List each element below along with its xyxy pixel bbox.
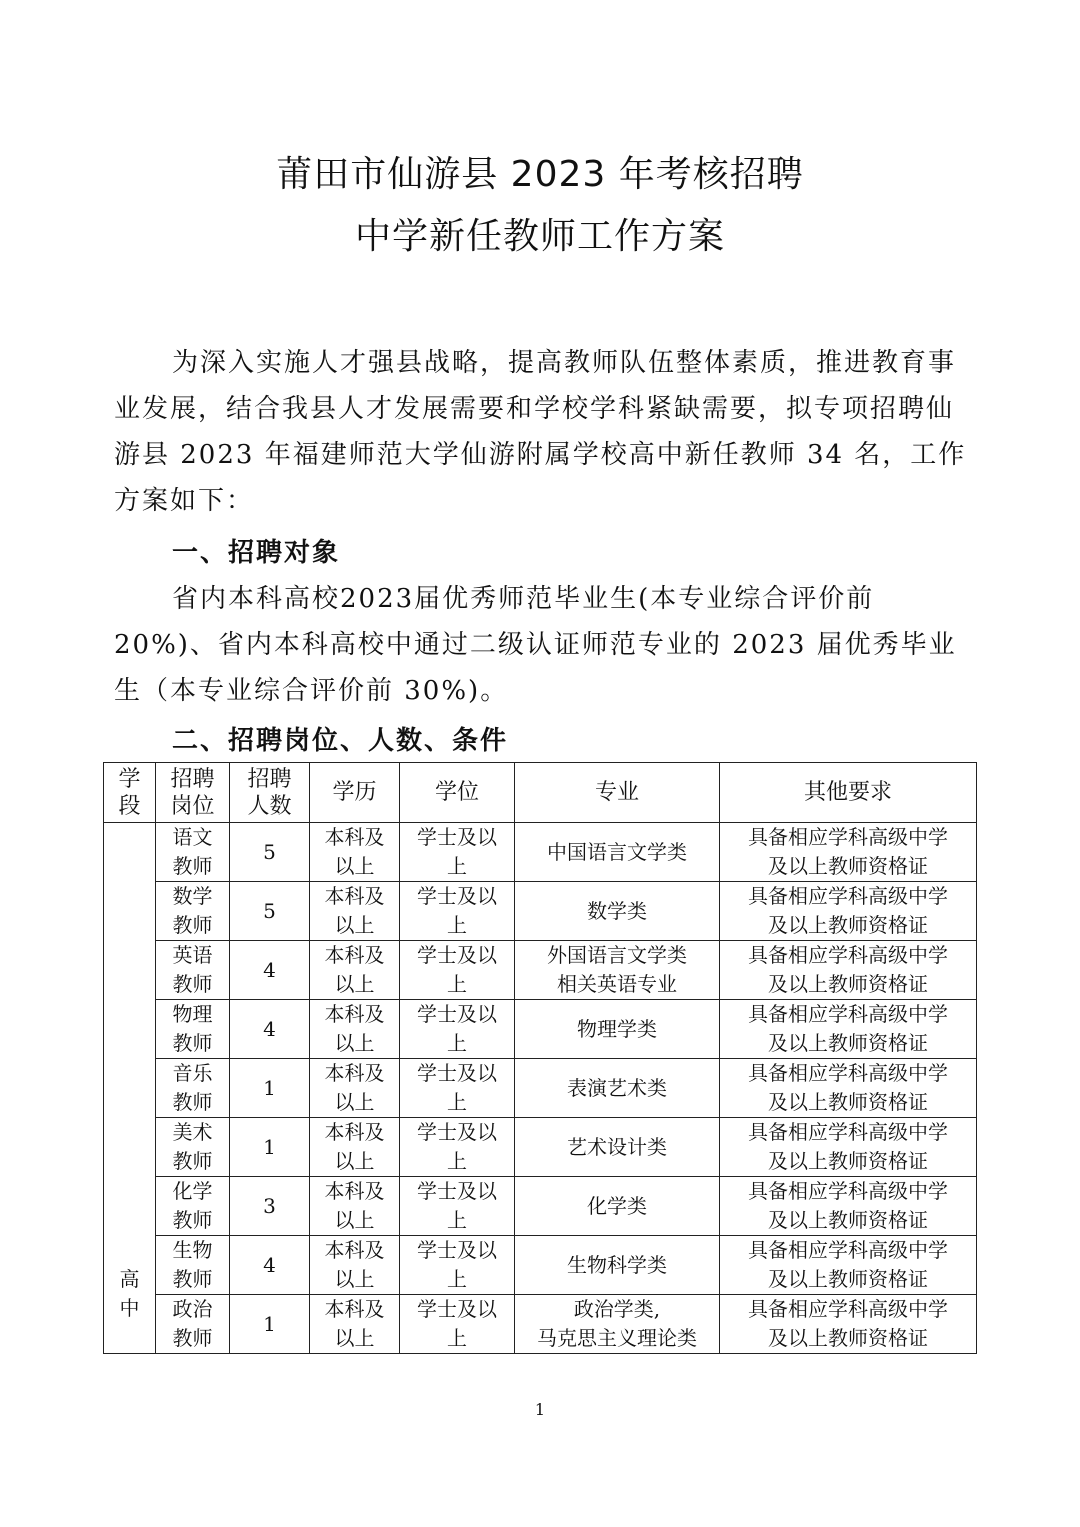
cell-degree: 学士及以 上 <box>400 1000 515 1059</box>
cell-degree: 学士及以 上 <box>400 882 515 941</box>
cell-major: 化学类 <box>515 1177 720 1236</box>
cell-position: 语文 教师 <box>156 823 230 882</box>
cell-major: 物理学类 <box>515 1000 720 1059</box>
table-row <box>104 823 977 882</box>
cell-count: 5 <box>230 882 310 941</box>
cell-position: 美术 教师 <box>156 1118 230 1177</box>
cell-position: 化学 教师 <box>156 1177 230 1236</box>
section-1-heading: 一、招聘对象 <box>172 538 341 568</box>
section-1-text: 省内本科高校2023届优秀师范毕业生(本专业综合评价前20%)、省内本科高校中通过二级认证师范专业的 2023 届优秀毕业生（本专业综合评价前 30%)。 <box>114 584 957 706</box>
table-row <box>104 1059 977 1118</box>
cell-degree: 学士及以 上 <box>400 1118 515 1177</box>
cell-other: 具备相应学科高级中学 及以上教师资格证 <box>720 1177 977 1236</box>
cell-count: 4 <box>230 1000 310 1059</box>
cell-major: 政治学类, 马克思主义理论类 <box>515 1295 720 1354</box>
section-2-heading: 二、招聘岗位、人数、条件 <box>172 726 509 756</box>
cell-degree: 学士及以 上 <box>400 1059 515 1118</box>
cell-education: 本科及 以上 <box>310 1000 400 1059</box>
cell-degree: 学士及以 上 <box>400 1295 515 1354</box>
table-row <box>104 941 977 1000</box>
cell-count: 1 <box>230 1059 310 1118</box>
cell-education: 本科及 以上 <box>310 823 400 882</box>
cell-position: 政治 教师 <box>156 1295 230 1354</box>
cell-position: 生物 教师 <box>156 1236 230 1295</box>
cell-degree: 学士及以 上 <box>400 941 515 1000</box>
cell-education: 本科及 以上 <box>310 1059 400 1118</box>
cell-count: 1 <box>230 1295 310 1354</box>
recruitment-table <box>103 762 977 1354</box>
cell-count: 5 <box>230 823 310 882</box>
header-major: 专业 <box>515 763 720 823</box>
document-title-line-1: 莆田市仙游县 2023 年考核招聘 <box>276 154 804 195</box>
cell-education: 本科及 以上 <box>310 882 400 941</box>
cell-position: 音乐 教师 <box>156 1059 230 1118</box>
header-education: 学历 <box>310 763 400 823</box>
cell-other: 具备相应学科高级中学 及以上教师资格证 <box>720 1059 977 1118</box>
cell-major: 中国语言文学类 <box>515 823 720 882</box>
header-other: 其他要求 <box>720 763 977 823</box>
cell-education: 本科及 以上 <box>310 1118 400 1177</box>
table-row <box>104 1236 977 1295</box>
cell-education: 本科及 以上 <box>310 1236 400 1295</box>
table-row <box>104 1000 977 1059</box>
cell-count: 3 <box>230 1177 310 1236</box>
cell-position: 物理 教师 <box>156 1000 230 1059</box>
table-row <box>104 1295 977 1354</box>
cell-major: 生物科学类 <box>515 1236 720 1295</box>
cell-degree: 学士及以 上 <box>400 1236 515 1295</box>
cell-other: 具备相应学科高级中学 及以上教师资格证 <box>720 823 977 882</box>
cell-degree: 学士及以 上 <box>400 823 515 882</box>
cell-degree: 学士及以 上 <box>400 1177 515 1236</box>
cell-education: 本科及 以上 <box>310 1177 400 1236</box>
header-position: 招聘 岗位 <box>156 763 230 823</box>
cell-major: 艺术设计类 <box>515 1118 720 1177</box>
cell-major: 数学类 <box>515 882 720 941</box>
document-title-line-2: 中学新任教师工作方案 <box>354 216 725 257</box>
cell-education: 本科及 以上 <box>310 941 400 1000</box>
cell-position: 数学 教师 <box>156 882 230 941</box>
table-header-row <box>104 763 977 823</box>
cell-major: 表演艺术类 <box>515 1059 720 1118</box>
cell-other: 具备相应学科高级中学 及以上教师资格证 <box>720 1236 977 1295</box>
table-row <box>104 1118 977 1177</box>
header-stage: 学 段 <box>104 763 156 823</box>
cell-other: 具备相应学科高级中学 及以上教师资格证 <box>720 1295 977 1354</box>
cell-major: 外国语言文学类 相关英语专业 <box>515 941 720 1000</box>
cell-count: 4 <box>230 1236 310 1295</box>
cell-count: 4 <box>230 941 310 1000</box>
cell-other: 具备相应学科高级中学 及以上教师资格证 <box>720 882 977 941</box>
header-count: 招聘 人数 <box>230 763 310 823</box>
table-row <box>104 882 977 941</box>
page-number: 1 <box>534 1400 546 1419</box>
cell-education: 本科及 以上 <box>310 1295 400 1354</box>
table-row <box>104 1177 977 1236</box>
cell-position: 英语 教师 <box>156 941 230 1000</box>
intro-paragraph: 为深入实施人才强县战略，提高教师队伍整体素质，推进教育事业发展，结合我县人才发展需要和学校学科紧缺需要，拟专项招聘仙游县 2023 年福建师范大学仙游附属学校高中新任教师 34 名，工作方案如下： <box>114 348 967 516</box>
cell-other: 具备相应学科高级中学 及以上教师资格证 <box>720 1118 977 1177</box>
stage-cell: 高 中 <box>104 823 156 1354</box>
cell-other: 具备相应学科高级中学 及以上教师资格证 <box>720 1000 977 1059</box>
cell-other: 具备相应学科高级中学 及以上教师资格证 <box>720 941 977 1000</box>
cell-count: 1 <box>230 1118 310 1177</box>
header-degree: 学位 <box>400 763 515 823</box>
